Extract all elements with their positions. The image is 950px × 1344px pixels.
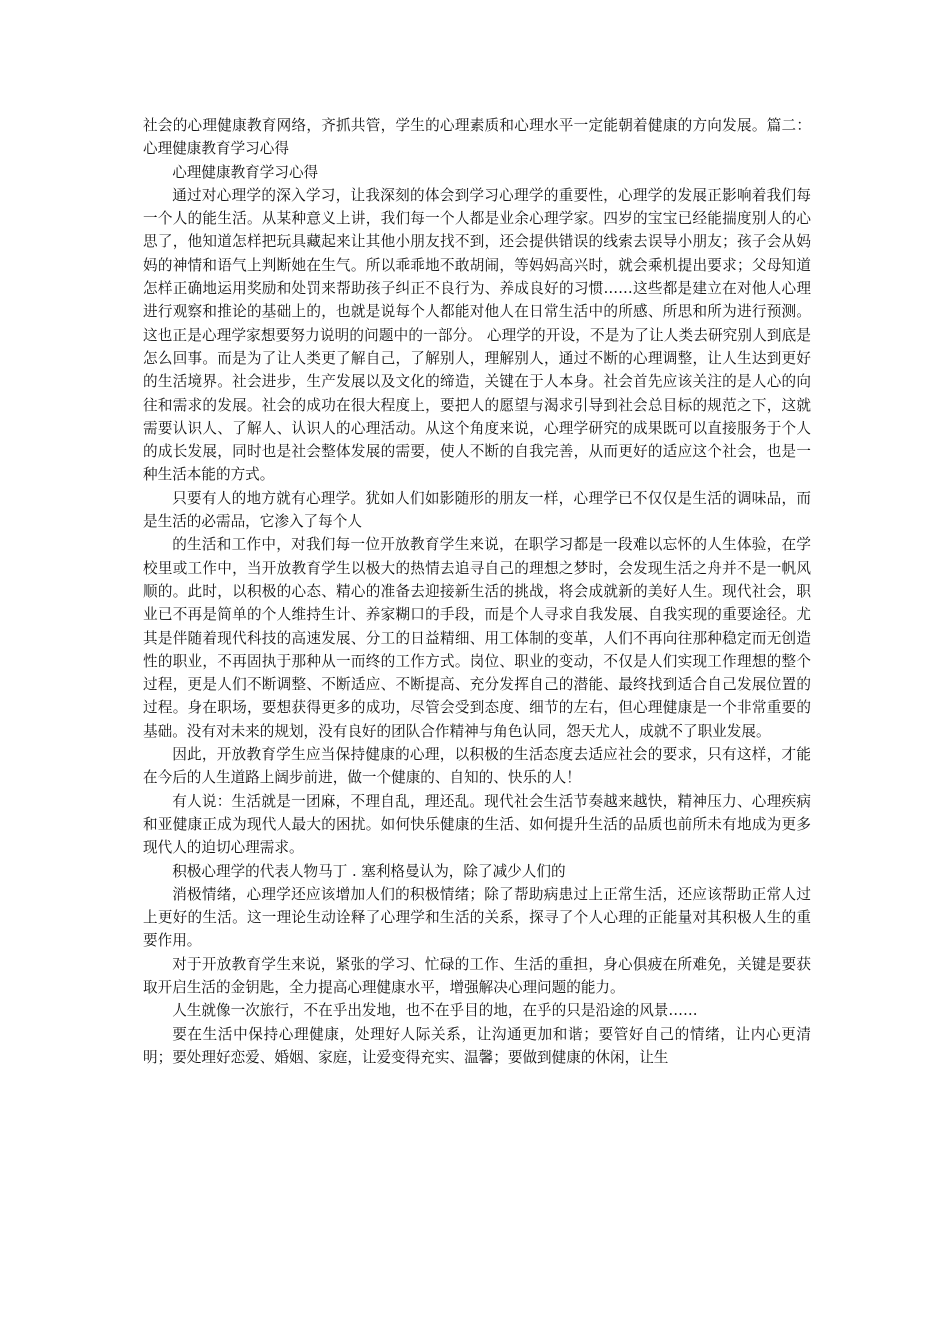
paragraph-3: 通过对心理学的深入学习，让我深刻的体会到学习心理学的重要性，心理学的发展正影响着我们每一个人的能生活。从某种意义上讲，我们每一个人都是业余心理学家。四岁的宝宝已经能揣度别人的心思了，他知道怎样把玩具藏起来让其他小朋友找不到，还会提供错误的线索去误导小朋友；孩子会从妈妈的神情和语气上判断她在生气。所以乖乖地不敢胡闹，等妈妈高兴时，就会乘机提出要求；父母知道怎样正确地运用奖励和处罚来帮助孩子纠正不良行为、养成良好的习惯……这些都是建立在对他人心理进行观察和推论的基础上的，也就是说每个人都能对他人在日常生活中的所感、所思和所为进行预测。这也正是心理学家想要努力说明的问题中的一部分。 心理学的开设，不是为了让人类去研究别人到底是怎么回事。而是为了让人类更了解自己，了解别人，理解别人，通过不断的心理调整，让人生达到更好的生活境界。社会进步，生产发展以及文化的缔造，关键在于人本身。社会首先应该关注的是人心的向往和需求的发展。社会的成功在很大程度上，要把人的愿望与渴求引导到社会总目标的规范之下，这就需要认识人、了解人、认识人的心理活动。从这个角度来说，心理学研究的成果既可以直接服务于个人的成长发展，同时也是社会整体发展的需要，使人不断的自我完善，从而更好的适应这个社会，也是一种生活本能的方式。	[143, 186, 811, 484]
paragraph-9: 消极情绪，心理学还应该增加人们的积极情绪；除了帮助病患过上正常生活，还应该帮助正常人过上更好的生活。这一理论生动诠释了心理学和生活的关系，探寻了个人心理的正能量对其积极人生的重要作用。	[143, 885, 811, 950]
paragraph-10: 对于开放教育学生来说，紧张的学习、忙碌的工作、生活的重担，身心俱疲在所难免，关键是要获取开启生活的金钥匙，全力提高心理健康水平，增强解决心理问题的能力。	[143, 955, 811, 996]
paragraph-12: 要在生活中保持心理健康，处理好人际关系，让沟通更加和谐；要管好自己的情绪，让内心更清明；要处理好恋爱、婚姻、家庭，让爱变得充实、温馨；要做到健康的休闲，让生	[143, 1025, 811, 1066]
paragraph-6: 因此，开放教育学生应当保持健康的心理，以积极的生活态度去适应社会的要求，只有这样，才能在今后的人生道路上阔步前进，做一个健康的、自知的、快乐的人！	[143, 746, 811, 787]
document-body	[143, 114, 811, 1069]
paragraph-8: 积极心理学的代表人物马丁 . 塞利格曼认为，除了减少人们的	[172, 862, 566, 880]
paragraph-1: 社会的心理健康教育网络，齐抓共管，学生的心理素质和心理水平一定能朝着健康的方向发展。篇二：心理健康教育学习心得	[143, 117, 811, 158]
paragraph-5: 的生活和工作中，对我们每一位开放教育学生来说，在职学习都是一段难以忘怀的人生体验，在学校里或工作中，当开放教育学生以极大的热情去追寻自己的理想之梦时，会发现生活之舟并不是一帆风顺的。此时，以积极的心态、精心的准备去迎接新生活的挑战，将会成就新的美好人生。现代社会，职业已不再是简单的个人维持生计、养家糊口的手段，而是个人寻求自我发展、自我实现的重要途径。尤其是伴随着现代科技的高速发展、分工的日益精细、用工体制的变革，人们不再向往那种稳定而无创造性的职业，不再固执于那种从一而终的工作方式。岗位、职业的变动，不仅是人们实现工作理想的整个过程，更是人们不断调整、不断适应、不断提高、充分发挥自己的潜能、最终找到适合自己发展位置的过程。身在职场，要想获得更多的成功，尽管会受到态度、细节的左右，但心理健康是一个非常重要的基础。没有对未来的规划，没有良好的团队合作精神与角色认同，怨天尤人，成就不了职业发展。	[143, 536, 811, 740]
paragraph-7: 有人说：生活就是一团麻，不理自乱，理还乱。现代社会生活节奏越来越快，精神压力、心理疾病和亚健康正成为现代人最大的困扰。如何快乐健康的生活、如何提升生活的品质也前所未有地成为更多现代人的迫切心理需求。	[143, 792, 811, 857]
paragraph-11: 人生就像一次旅行，不在乎出发地，也不在乎目的地，在乎的只是沿途的风景……	[172, 1002, 698, 1020]
paragraph-4: 只要有人的地方就有心理学。犹如人们如影随形的朋友一样，心理学已不仅仅是生活的调味品，而是生活的必需品，它渗入了每个人	[143, 489, 811, 531]
paragraph-title: 心理健康教育学习心得	[172, 163, 319, 181]
